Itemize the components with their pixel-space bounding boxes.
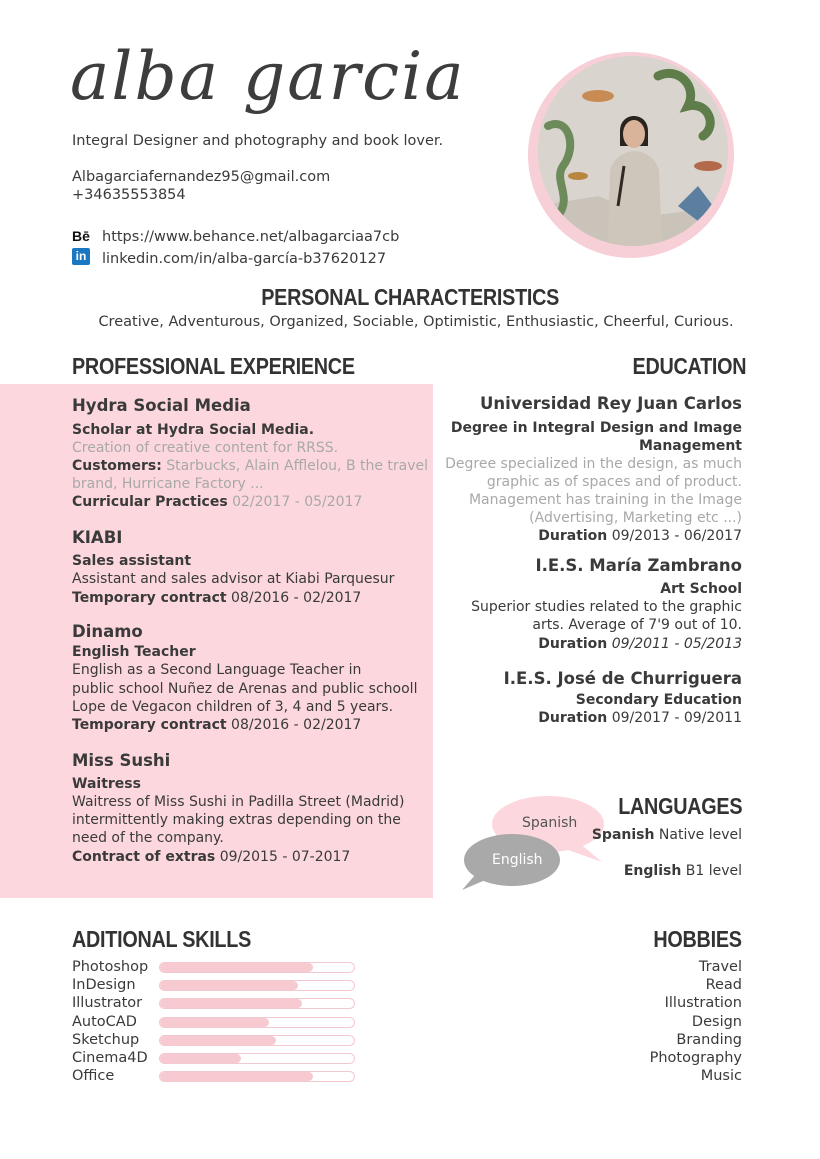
job-desc: Assistant and sales advisor at Kiabi Parquesur	[72, 571, 395, 587]
customers-text: Starbucks, Alain Afflelou, B the travel	[161, 458, 429, 474]
email[interactable]: Albagarciafernandez95@gmail.com	[72, 169, 331, 185]
skill-bar-fill	[160, 999, 302, 1008]
language-level: B1 level	[681, 863, 742, 879]
edu-school: I.E.S. José de Churriguera	[503, 669, 742, 688]
job-desc: Creation of creative content for RRSS.	[72, 440, 339, 456]
job-desc: Waitress of Miss Sushi in Padilla Street (Madrid)	[72, 794, 405, 810]
contract-dates: 08/2016 - 02/2017	[226, 717, 362, 733]
job-role: Scholar at Hydra Social Media.	[72, 422, 315, 438]
job-role: Waitress	[72, 776, 141, 792]
hobbies-title: HOBBIES	[653, 926, 742, 952]
skill-name: Cinema4D	[72, 1050, 148, 1066]
edu-desc: graphic as of spaces and of product.	[486, 474, 742, 490]
contract-label: Temporary contract	[72, 590, 227, 606]
phone[interactable]: +34635553854	[72, 187, 186, 203]
job-role: English Teacher	[72, 644, 196, 660]
skill-name: Office	[72, 1068, 115, 1085]
language-name: English	[623, 863, 682, 879]
contract-dates: 08/2016 - 02/2017	[226, 590, 362, 606]
duration-label: Duration	[538, 528, 608, 544]
job-company: KIABI	[72, 528, 123, 547]
job-role: Sales assistant	[72, 553, 192, 569]
skill-bar	[159, 980, 355, 991]
edu-degree: Management	[638, 438, 742, 454]
skill-name: Photoshop	[72, 959, 149, 975]
contract-label: Temporary contract	[72, 717, 227, 733]
hobby-item: Design	[691, 1013, 742, 1030]
duration-dates: 09/2011 - 05/2013	[607, 636, 742, 652]
skills-title: ADITIONAL SKILLS	[72, 926, 252, 952]
linkedin-icon: in	[72, 248, 90, 265]
duration-dates: 09/2013 - 06/2017	[607, 528, 742, 544]
duration-label: Duration	[538, 710, 608, 726]
edu-duration	[538, 527, 742, 545]
profile-photo	[538, 56, 728, 246]
edu-degree: Art School	[660, 581, 742, 597]
name-title: alba garcia	[70, 38, 466, 115]
skill-bar	[159, 962, 355, 973]
duration-label: Duration	[538, 636, 608, 652]
skill-bar	[159, 1071, 355, 1082]
personal-text: Creative, Adventurous, Organized, Sociable, Optimistic, Enthusiastic, Cheerful, Curious.	[98, 314, 734, 330]
behance-icon: Bē	[72, 228, 90, 244]
hobby-item: Music	[700, 1068, 742, 1085]
edu-desc: Management has training in the Image	[468, 492, 742, 508]
edu-school: I.E.S. María Zambrano	[535, 556, 742, 575]
job-contract	[72, 848, 350, 866]
job-desc: English as a Second Language Teacher in	[72, 662, 362, 678]
skill-name: Sketchup	[72, 1031, 140, 1048]
duration-dates: 09/2017 - 09/2011	[607, 710, 742, 726]
job-company: Miss Sushi	[72, 751, 171, 770]
personal-section	[0, 284, 820, 311]
job-desc: public school Nuñez de Arenas and public schooll	[72, 681, 418, 697]
skill-bar	[159, 1035, 355, 1046]
edu-desc: arts. Average of 7'9 out of 10.	[532, 617, 742, 633]
job-desc: intermittently making extras depending on the	[72, 812, 401, 828]
language-row	[592, 826, 742, 844]
job-desc: need of the company.	[72, 830, 224, 846]
tagline: Integral Designer and photography and book lover.	[72, 133, 444, 149]
hobby-item: Illustration	[664, 995, 742, 1012]
skill-bar	[159, 1053, 355, 1064]
skill-bar-fill	[160, 1072, 313, 1081]
hobby-item: Branding	[676, 1031, 742, 1048]
job-company: Hydra Social Media	[72, 396, 251, 415]
language-row	[624, 862, 742, 880]
speech-bubbles	[458, 790, 608, 892]
edu-degree: Degree in Integral Design and Image	[450, 420, 742, 436]
skill-name: Illustrator	[72, 995, 143, 1012]
edu-desc: (Advertising, Marketing etc ...)	[529, 510, 742, 526]
job-desc: Lope de Vegacon children of 3, 4 and 5 years.	[72, 699, 394, 715]
spanish-bubble-label: Spanish	[522, 815, 578, 831]
hobby-item: Read	[705, 977, 742, 994]
personal-title: PERSONAL CHARACTERISTICS	[261, 284, 559, 310]
edu-desc: Degree specialized in the design, as much	[445, 456, 742, 472]
edu-duration	[538, 635, 742, 653]
contract-label: Curricular Practices	[72, 494, 228, 510]
edu-school: Universidad Rey Juan Carlos	[480, 394, 742, 413]
customers-text-cont: brand, Hurricane Factory ...	[72, 476, 264, 492]
skill-bar-fill	[160, 981, 298, 990]
education-title: EDUCATION	[632, 353, 746, 379]
languages-title: LANGUAGES	[617, 793, 742, 819]
skill-bar-fill	[160, 1036, 276, 1045]
experience-title: PROFESSIONAL EXPERIENCE	[72, 353, 355, 379]
behance-link[interactable]: https://www.behance.net/albagarciaa7cb	[102, 229, 400, 245]
linkedin-link[interactable]: linkedin.com/in/alba-garcía-b37620127	[102, 251, 387, 267]
hobby-item: Photography	[649, 1050, 742, 1066]
skill-bar-fill	[160, 963, 313, 972]
skill-bar-fill	[160, 1054, 241, 1063]
skill-name: InDesign	[72, 977, 136, 994]
job-customers	[72, 457, 428, 475]
english-bubble-label: English	[492, 852, 543, 868]
edu-duration	[538, 709, 742, 727]
skill-bar	[159, 998, 355, 1009]
hobby-item: Travel	[698, 959, 742, 975]
skill-name: AutoCAD	[72, 1013, 137, 1030]
language-level: Native level	[654, 827, 742, 843]
edu-degree: Secondary Education	[575, 692, 742, 708]
profile-photo-illustration	[538, 56, 728, 246]
contract-dates: 09/2015 - 07-2017	[215, 849, 351, 865]
language-name: Spanish	[591, 827, 655, 843]
skill-bar	[159, 1017, 355, 1028]
customers-label: Customers:	[72, 458, 162, 474]
edu-desc: Superior studies related to the graphic	[471, 599, 742, 615]
contract-dates: 02/2017 - 05/2017	[227, 494, 363, 510]
job-contract	[72, 493, 362, 511]
job-contract	[72, 589, 361, 607]
job-contract	[72, 716, 361, 734]
skill-bar-fill	[160, 1018, 269, 1027]
contract-label: Contract of extras	[72, 849, 216, 865]
job-company: Dinamo	[72, 622, 143, 641]
